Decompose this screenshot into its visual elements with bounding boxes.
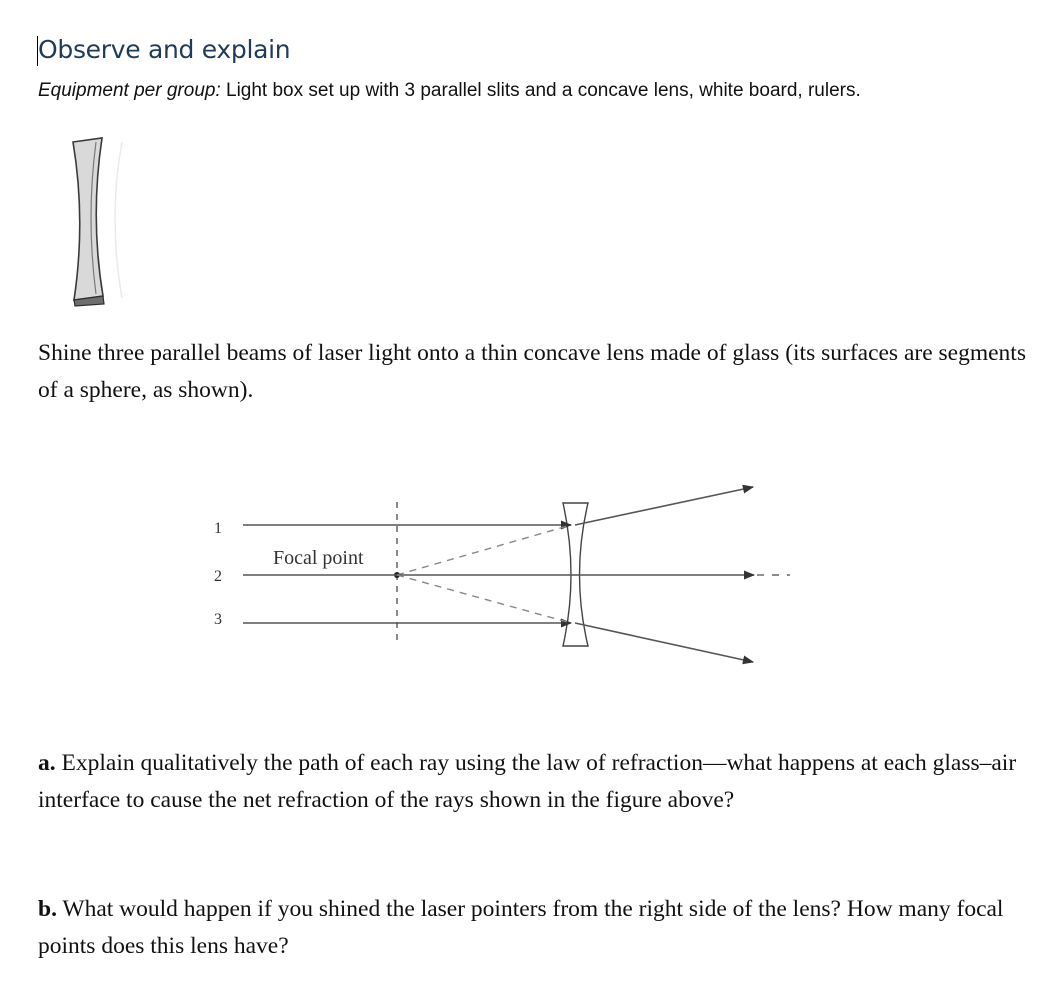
- ray-label-1: 1: [214, 520, 222, 537]
- ray-label-2: 2: [214, 568, 222, 585]
- page-heading: Observe and explain: [38, 35, 291, 64]
- ray-label-3: 3: [214, 611, 222, 628]
- equipment-text: Light box set up with 3 parallel slits and a concave lens, white board, rulers.: [220, 80, 861, 101]
- question-b-text: What would happen if you shined the laser pointers from the right side of the lens? How many focal points does this lens have?: [38, 896, 1004, 959]
- ray-1-refracted: [575, 487, 753, 525]
- ray-3-refracted: [575, 623, 753, 662]
- equipment-line: [38, 80, 861, 102]
- question-b: [38, 891, 1043, 965]
- question-a-label: a.: [38, 750, 56, 776]
- ray-diagram: [190, 480, 790, 680]
- question-b-label: b.: [38, 896, 57, 922]
- intro-paragraph: Shine three parallel beams of laser light onto a thin concave lens made of glass (its surfaces are segments of a sphere, as shown).: [38, 340, 1026, 403]
- question-a: [38, 745, 1038, 819]
- focal-point-label: Focal point: [273, 547, 364, 569]
- ray-3-extension: [397, 575, 571, 623]
- question-a-text: Explain qualitatively the path of each ray using the law of refraction—what happens at each glass–air interface to cause the net refraction of the rays shown in the figure above?: [38, 750, 1017, 813]
- concave-lens-image: [60, 130, 150, 310]
- ray-1-extension: [397, 525, 571, 575]
- equipment-label: Equipment per group:: [38, 80, 221, 101]
